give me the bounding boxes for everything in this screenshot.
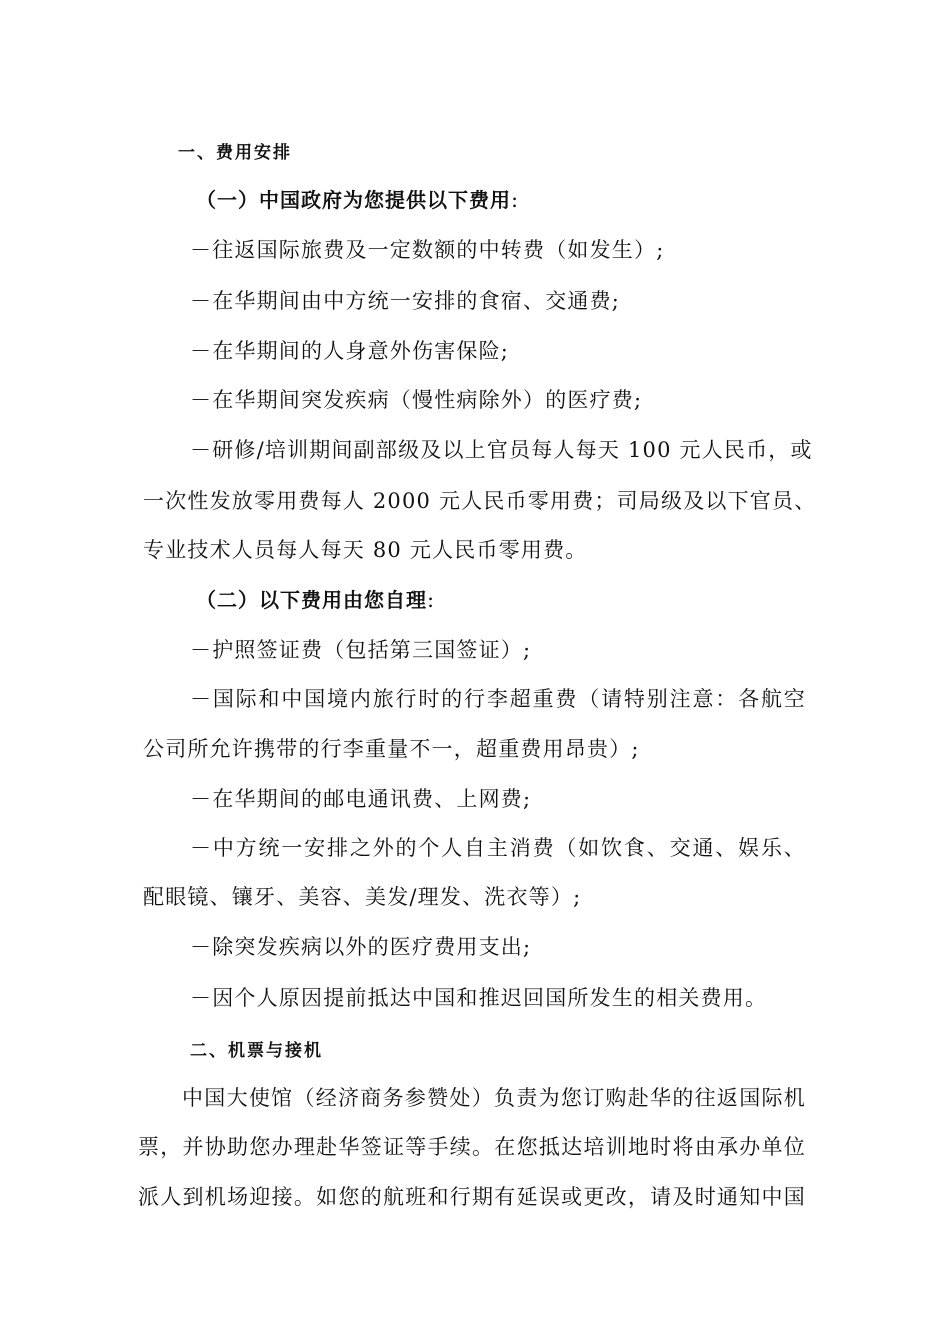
list-item: －在华期间的邮电通讯费、上网费; — [190, 787, 532, 811]
section-heading-fees: 一、费用安排 — [178, 143, 292, 163]
list-item: －往返国际旅费及一定数额的中转费（如发生）; — [190, 238, 665, 262]
paragraph-line: 票，并协助您办理赴华签证等手续。在您抵达培训地时将由承办单位 — [138, 1135, 806, 1159]
paragraph-line: 中国大使馆（经济商务参赞处）负责为您订购赴华的往返国际机 — [182, 1086, 806, 1110]
subheading-provided-fees-label: （一）中国政府为您提供以下费用 — [196, 188, 511, 212]
section-heading-tickets: 二、机票与接机 — [190, 1041, 323, 1061]
list-item: －护照签证费（包括第三国签证）; — [190, 638, 532, 662]
subheading-self-paid-fees — [196, 585, 435, 615]
subheading-provided-fees — [196, 185, 519, 215]
subheading-self-paid-fees-colon: : — [427, 588, 436, 612]
list-item-continued: 配眼镜、镶牙、美容、美发/理发、洗衣等）; — [143, 885, 582, 909]
subheading-provided-fees-colon: : — [511, 188, 520, 212]
list-item-continued: 专业技术人员每人每天 80 元人民币零用费。 — [143, 538, 588, 562]
list-item-continued: 一次性发放零用费每人 2000 元人民币零用费；司局级及以下官员、 — [143, 489, 817, 513]
list-item: －在华期间突发疾病（慢性病除外）的医疗费; — [190, 388, 643, 412]
list-item: －中方统一安排之外的个人自主消费（如饮食、交通、娱乐、 — [190, 836, 806, 860]
list-item: －研修/培训期间副部级及以上官员每人每天 100 元人民币，或 — [190, 438, 813, 462]
list-item-continued: 公司所允许携带的行李重量不一，超重费用昂贵）; — [143, 737, 640, 761]
list-item: －因个人原因提前抵达中国和推迟回国所发生的相关费用。 — [190, 986, 768, 1010]
paragraph-line: 派人到机场迎接。如您的航班和行期有延误或更改，请及时通知中国 — [138, 1185, 806, 1209]
list-item: －在华期间的人身意外伤害保险; — [190, 339, 510, 363]
list-item: －除突发疾病以外的医疗费用支出; — [190, 935, 532, 959]
list-item: －在华期间由中方统一安排的食宿、交通费; — [190, 289, 621, 313]
list-item: －国际和中国境内旅行时的行李超重费（请特别注意：各航空 — [190, 687, 806, 711]
subheading-self-paid-fees-label: （二）以下费用由您自理 — [196, 588, 427, 612]
